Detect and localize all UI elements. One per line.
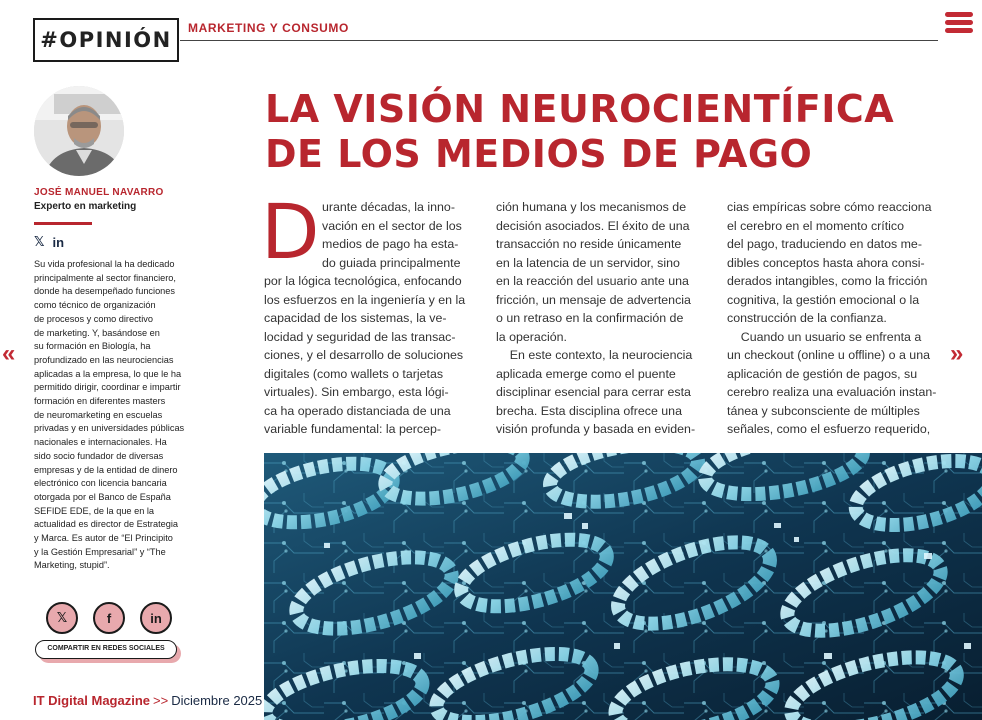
article-title <box>265 87 945 177</box>
menu-icon[interactable] <box>945 12 973 36</box>
author-divider <box>34 222 92 225</box>
facebook-icon[interactable]: f <box>93 602 125 634</box>
title-line-1: LA VISIÓN NEUROCIENTÍFICA <box>265 87 895 131</box>
issue-date: Diciembre 2025 <box>171 693 263 708</box>
hero-image <box>264 453 982 720</box>
title-line-2: DE LOS MEDIOS DE PAGO <box>265 132 813 176</box>
magazine-name: IT Digital Magazine <box>33 693 151 708</box>
article-column-2: ción humana y los mecanismos de decisión asociados. El éxito de una transacción no reside únicamente en la latencia de un servidor, sino en la reacción del usuario ante una fricción, un mensaje de advertencia o un retraso en la confirmación de la operación. En este contexto, la neurociencia aplicada emerge como el puente disciplinar esencial para cerrar esta brecha. Esta disciplina ofrece una visión profunda y basada en eviden- <box>496 200 696 436</box>
drop-cap: D <box>261 187 320 276</box>
article-column-1: D urante décadas, la inno- vación en el sector de los medios de pago ha esta- do guiada principalmente por la lógica tecnológica, enfocando los esfuerzos en la ingeniería y en la capacidad de los sistemas, la ve- locidad y seguridad de las transac- ciones, y el desarrollo de soluciones digitales (como wallets o tarjetas virtuales). Sin embargo, esta lógi- ca ha operado distanciada de una variable fundamental: la percep- <box>261 187 466 436</box>
author-role: Experto en marketing <box>34 201 137 212</box>
x-icon[interactable]: 𝕏 <box>46 602 78 634</box>
section-tag: #OPINIÓN <box>33 18 179 62</box>
share-icons <box>46 602 172 634</box>
avatar <box>34 86 124 176</box>
chevron-right-icon[interactable]: » <box>950 340 964 367</box>
footer <box>33 693 262 708</box>
linkedin-icon[interactable]: in <box>140 602 172 634</box>
header-divider <box>180 40 938 41</box>
share-button[interactable]: COMPARTIR EN REDES SOCIALES <box>35 640 177 659</box>
author-name: JOSÉ MANUEL NAVARRO <box>34 187 164 198</box>
category-label[interactable]: MARKETING Y CONSUMO <box>188 21 349 35</box>
footer-separator: >> <box>153 693 169 708</box>
chevron-left-icon[interactable]: « <box>2 340 16 367</box>
article-column-3: cias empíricas sobre cómo reacciona el cerebro en el momento crítico del pago, traduciendo en datos me- dibles conceptos hasta ahora consi- derados intangibles, como la fricción cognitiva, la gestión emocional o la construcción de la confianza. Cuando un usuario se enfrenta a un checkout (online u offline) o a una aplicación de gestión de pagos, su cerebro realiza una evaluación instan- tánea y subconsciente de múltiples señales, como el esfuerzo requerido, <box>727 200 937 436</box>
x-icon[interactable]: 𝕏 <box>34 234 45 249</box>
author-social-links <box>34 234 64 250</box>
linkedin-icon[interactable]: in <box>52 234 65 250</box>
author-bio: Su vida profesional la ha dedicado principalmente al sector financiero, donde ha desempeñado funciones como técnico de organización de procesos y como directivo de marketing. Y, basándose en su formación en Biología, ha profundizado en las neurociencias aplicadas a la empresa, lo que le ha permitido dirigir, coordinar e impartir formación en diferentes masters de neuromarketing en escuelas privadas y en universidades públicas nacionales e internacionales. Ha sido socio fundador de diversas empresas y de la entidad de dinero electrónico con licencia bancaria otorgada por el Banco de España SEFIDE EDE, de la que en la actualidad es director de Estrategia y Marca. Es autor de “El Principito y la Gestión Empresarial” y “The Marketing, stupid”. <box>34 259 185 571</box>
